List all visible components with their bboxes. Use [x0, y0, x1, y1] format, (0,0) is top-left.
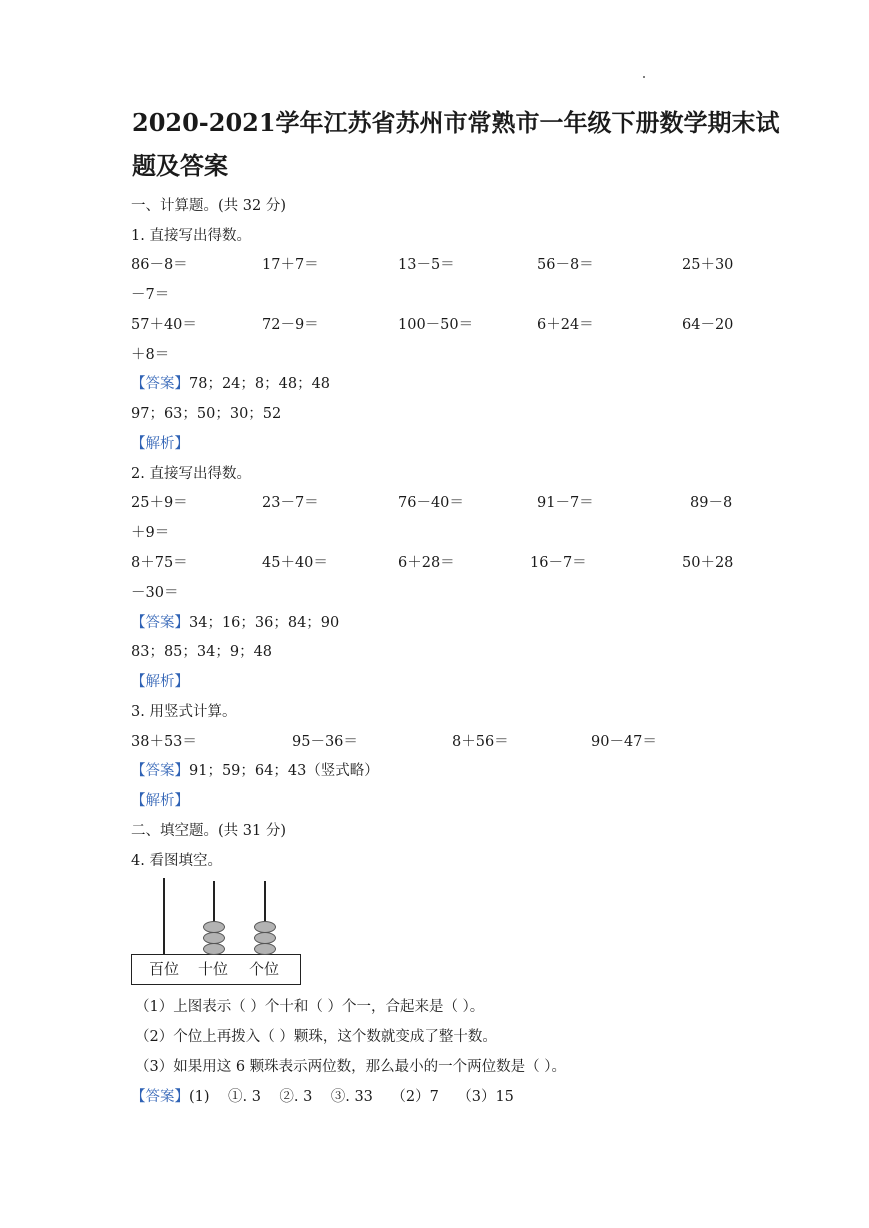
q4-prompt: 4. 看图填空。 [131, 853, 222, 869]
q1-item-continuation: －7＝ [131, 287, 170, 303]
q2-item: 16－7＝ [530, 555, 587, 571]
q1-item: 13－5＝ [398, 257, 455, 273]
q3-answer [131, 761, 379, 781]
answer-tag: 【答案】 [131, 763, 189, 779]
answer-text: 91；59；64；43（竖式略） [189, 763, 379, 779]
q1-item: 86－8＝ [131, 257, 188, 273]
answer-tag: 【答案】 [131, 376, 189, 392]
abacus-bead-tens [203, 921, 225, 933]
q2-item: 91－7＝ [537, 495, 594, 511]
document-title-line-1: 2020-2021学年江苏省苏州市常熟市一年级下册数学期末试 [132, 108, 780, 137]
q4-answer [131, 1087, 514, 1107]
answer-tag: 【答案】 [131, 1089, 189, 1105]
q1-answer-line-2: 97；63；50；30；52 [131, 406, 282, 422]
q4-sub-question-2: （2）个位上再拨入（ ）颗珠，这个数就变成了整十数。 [135, 1029, 497, 1045]
q4-sub-question-1: （1）上图表示（ ）个十和（ ）个一，合起来是（ ）。 [135, 999, 485, 1015]
answer-tag: 【答案】 [131, 615, 189, 631]
q2-item: 45＋40＝ [262, 555, 328, 571]
q1-item: 72－9＝ [262, 317, 319, 333]
q1-item: 100－50＝ [398, 317, 474, 333]
q2-item: 25＋9＝ [131, 495, 188, 511]
q2-analysis-tag: 【解析】 [131, 674, 189, 690]
q2-item: 50＋28 [682, 555, 734, 571]
abacus-bead-ones [254, 943, 276, 955]
q3-item: 95－36＝ [292, 734, 358, 750]
q1-item: 25＋30 [682, 257, 734, 273]
q3-item: 8＋56＝ [452, 734, 509, 750]
section-2-heading: 二、填空题。(共 31 分) [131, 823, 286, 839]
q3-item: 90－47＝ [591, 734, 657, 750]
q1-item: 57＋40＝ [131, 317, 197, 333]
q2-item-continuation: －30＝ [131, 585, 179, 601]
answer-text: (1) ①. 3 ②. 3 ③. 33 （2）7 （3）15 [189, 1089, 514, 1105]
q2-item-continuation: ＋9＝ [131, 525, 170, 541]
q2-item: 6＋28＝ [398, 555, 455, 571]
q1-answer [131, 374, 330, 394]
abacus-diagram [131, 878, 303, 988]
q4-sub-question-3: （3）如果用这 6 颗珠表示两位数，那么最小的一个两位数是（ ）。 [135, 1059, 567, 1075]
abacus-label-hundreds: 百位 [149, 960, 180, 978]
q1-item: 17＋7＝ [262, 257, 319, 273]
q1-item: 64－20 [682, 317, 734, 333]
page-speck [643, 76, 645, 78]
q2-prompt: 2. 直接写出得数。 [131, 466, 251, 482]
q2-item: 89－8 [690, 495, 733, 511]
q1-item-continuation: ＋8＝ [131, 347, 170, 363]
q2-item: 23－7＝ [262, 495, 319, 511]
abacus-bead-ones [254, 932, 276, 944]
abacus-bead-tens [203, 943, 225, 955]
document-title-line-2: 题及答案 [132, 151, 228, 180]
q2-answer [131, 613, 339, 633]
answer-text: 78；24；8；48；48 [189, 376, 331, 392]
q1-analysis-tag: 【解析】 [131, 436, 189, 452]
abacus-label-ones: 个位 [249, 960, 280, 978]
q2-item: 76－40＝ [398, 495, 464, 511]
abacus-rod-hundreds [163, 878, 165, 955]
q1-item: 56－8＝ [537, 257, 594, 273]
q3-prompt: 3. 用竖式计算。 [131, 704, 237, 720]
q2-answer-line-2: 83；85；34；9；48 [131, 644, 273, 660]
q3-analysis-tag: 【解析】 [131, 793, 189, 809]
q1-prompt: 1. 直接写出得数。 [131, 228, 251, 244]
q3-item: 38＋53＝ [131, 734, 197, 750]
q1-item: 6＋24＝ [537, 317, 594, 333]
abacus-bead-tens [203, 932, 225, 944]
answer-text: 34；16；36；84；90 [189, 615, 340, 631]
q2-item: 8＋75＝ [131, 555, 188, 571]
abacus-label-tens: 十位 [198, 960, 229, 978]
abacus-bead-ones [254, 921, 276, 933]
section-1-heading: 一、计算题。(共 32 分) [131, 198, 286, 214]
